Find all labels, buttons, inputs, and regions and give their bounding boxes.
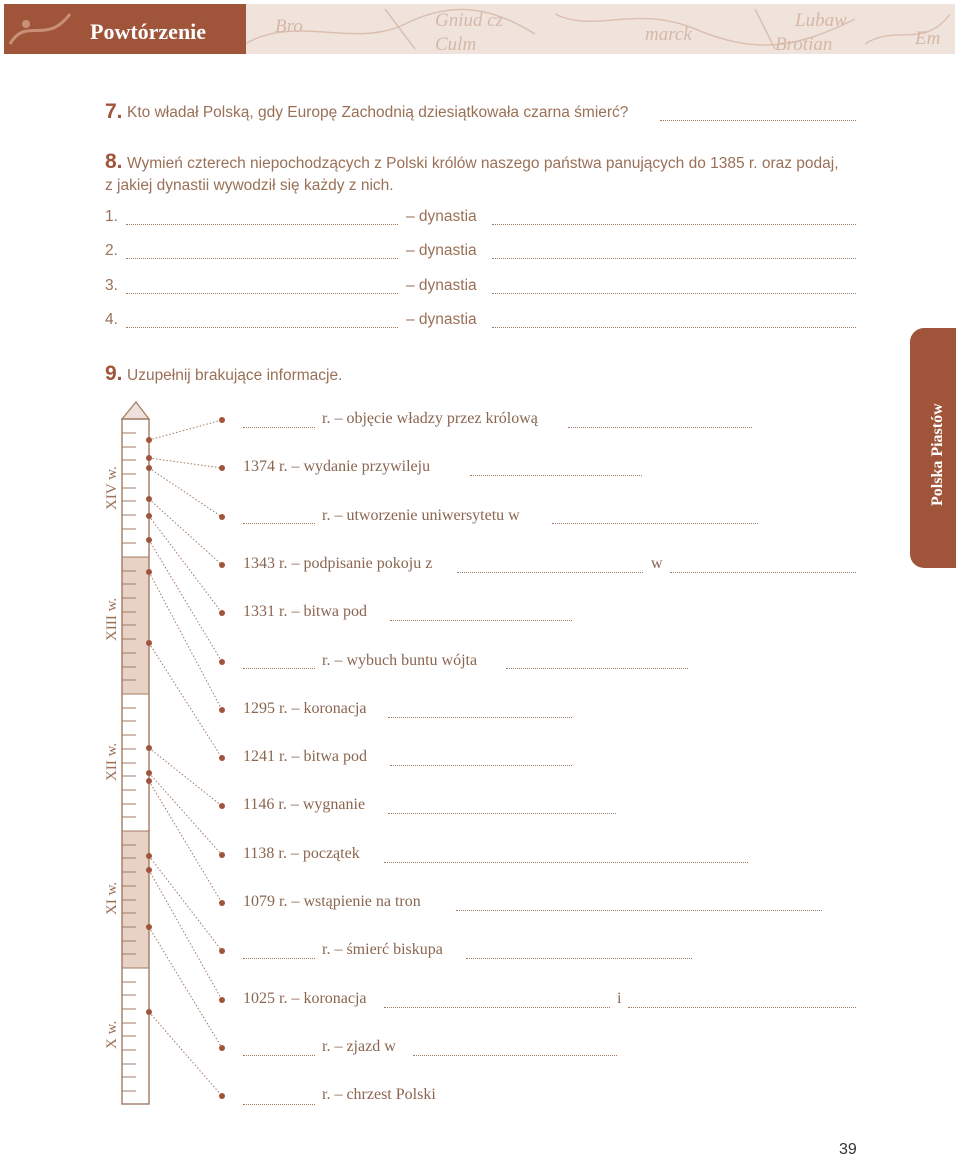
event-15-year-field[interactable] <box>243 1104 315 1105</box>
svg-text:Bro: Bro <box>275 16 303 37</box>
event-12-text: r. – śmierć biskupa <box>322 941 443 958</box>
q8-text-line1: Wymień czterech niepochodzących z Polski królów naszego państwa panujących do 1385 r. oraz podaj, <box>127 155 839 172</box>
q8-row-4-number: 4. <box>105 311 118 328</box>
event-14-year-field[interactable] <box>243 1055 315 1056</box>
svg-text:Culm: Culm <box>435 34 477 54</box>
q9-text: Uzupełnij brakujące informacje. <box>127 367 343 384</box>
svg-text:marck: marck <box>645 24 692 45</box>
event-12-year-field[interactable] <box>243 958 315 959</box>
event-4-text: 1343 r. – podpisanie pokoju z <box>243 555 433 572</box>
event-3-year-field[interactable] <box>243 523 315 524</box>
q8-row-1-label: – dynastia <box>406 208 477 225</box>
event-12-answer[interactable] <box>466 958 692 959</box>
event-1-year-field[interactable] <box>243 427 315 428</box>
event-4-text-b: w <box>651 555 663 572</box>
svg-text:Gniud cz: Gniud cz <box>435 10 504 31</box>
q8-row-1-number: 1. <box>105 208 118 225</box>
page-title: Powtórzenie <box>90 19 207 44</box>
event-9-answer[interactable] <box>388 813 616 814</box>
event-1-answer[interactable] <box>568 427 752 428</box>
q8-row-2-label: – dynastia <box>406 242 477 259</box>
event-13-text: 1025 r. – koronacja <box>243 990 367 1007</box>
century-xii: XII w. <box>104 742 120 781</box>
event-14-answer[interactable] <box>413 1055 617 1056</box>
event-7-answer[interactable] <box>388 717 572 718</box>
event-2-text: 1374 r. – wydanie przywileju <box>243 458 431 475</box>
event-4-answer-a[interactable] <box>457 572 643 573</box>
event-6-text: r. – wybuch buntu wójta <box>322 652 478 669</box>
event-13-answer-b[interactable] <box>628 1007 856 1008</box>
svg-text:Lubaw: Lubaw <box>795 10 847 31</box>
century-xiv: XIV w. <box>104 466 120 510</box>
event-5-text: 1331 r. – bitwa pod <box>243 603 367 620</box>
event-15-text: r. – chrzest Polski <box>322 1086 436 1103</box>
q8-row-2-number: 2. <box>105 242 118 259</box>
event-6-year-field[interactable] <box>243 668 315 669</box>
century-xi: XI w. <box>104 881 120 915</box>
chapter-tab-label: Polska Piastów <box>929 403 946 506</box>
q8-row-3-label: – dynastia <box>406 277 477 294</box>
event-8-answer[interactable] <box>390 765 572 766</box>
event-7-text: 1295 r. – koronacja <box>243 700 367 717</box>
event-8-text: 1241 r. – bitwa pod <box>243 748 367 765</box>
svg-text:Brotian: Brotian <box>775 34 833 54</box>
event-4-answer-b[interactable] <box>670 572 856 573</box>
event-6-answer[interactable] <box>506 668 688 669</box>
event-11-text: 1079 r. – wstąpienie na tron <box>243 893 421 910</box>
event-9-text: 1146 r. – wygnanie <box>243 796 366 813</box>
q8-row-4-label: – dynastia <box>406 311 477 328</box>
q8-number: 8. <box>105 150 123 173</box>
q7-text: Kto władał Polską, gdy Europę Zachodnią dziesiątkowała czarna śmierć? <box>127 104 629 121</box>
event-3-text: r. – utworzenie uniwersytetu w <box>322 507 520 524</box>
event-13-text-b: i <box>617 990 622 1007</box>
century-x: X w. <box>104 1020 120 1049</box>
q7-number: 7. <box>105 100 123 123</box>
page-number: 39 <box>839 1141 857 1158</box>
q8-row-3-number: 3. <box>105 277 118 294</box>
event-10-answer[interactable] <box>384 862 748 863</box>
century-xiii: XIII w. <box>104 597 120 641</box>
event-11-answer[interactable] <box>456 910 822 911</box>
event-2-answer[interactable] <box>470 475 642 476</box>
event-3-answer[interactable] <box>552 523 758 524</box>
event-10-text: 1138 r. – początek <box>243 845 360 862</box>
q8-text-line2: z jakiej dynastii wywodził się każdy z nich. <box>105 177 394 194</box>
event-13-answer-a[interactable] <box>384 1007 610 1008</box>
event-1-text: r. – objęcie władzy przez królową <box>322 410 538 427</box>
event-14-text: r. – zjazd w <box>322 1038 396 1055</box>
q9-number: 9. <box>105 362 123 385</box>
event-5-answer[interactable] <box>390 620 572 621</box>
svg-text:Em: Em <box>915 28 941 49</box>
